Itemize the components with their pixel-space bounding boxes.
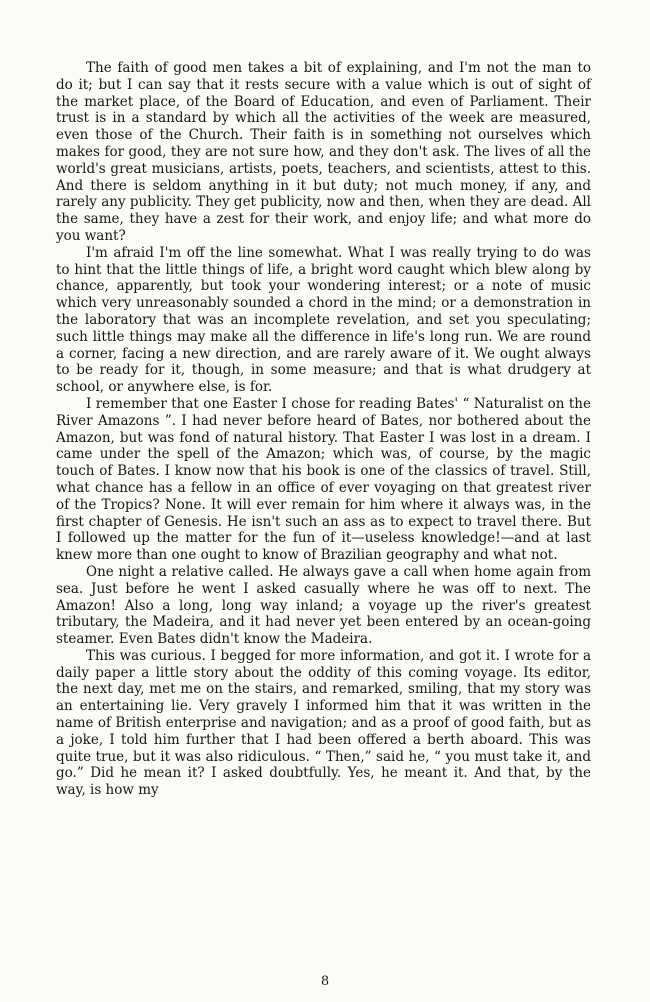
paragraph-off-the-line: I'm afraid I'm off the line somewhat. What I was really trying to do was to hint that the little things of life, a bright word caught which blew along by chance, apparently, but took your wondering interest; or a note of music which very unreasonably sounded a chord in the mind; or a demonstration in the laboratory that was an incomplete revelation, and set you speculating; such little things may make all the difference in life's long run. We are round a corner, facing a new direction, and are rarely aware of it. We ought always to be ready for it, though, in some measure; and that is what drudgery at school, or anywhere else, is for. [56,244,591,396]
page-number: 8 [320,974,330,989]
body-text [56,60,591,799]
paragraph-this-was-curious: This was curious. I begged for more information, and got it. I wrote for a daily paper a little story about the oddity of this coming voyage. Its editor, the next day, met me on the stairs, and remarked, smiling, that my story was an entertaining lie. Very gravely I informed him that it was written in the name of British enterprise and navigation; and as a proof of good faith, but as a joke, I told him further that I had been offered a berth aboard. This was quite true, but it was also ridiculous. “ Then,” said he, “ you must take it, and go.” Did he mean it? I asked doubtfully. Yes, he meant it. And that, by the way, is how my [56,647,591,799]
paragraph-bates-naturalist: I remember that one Easter I chose for reading Bates' “ Naturalist on the River Amazons ”. I had never before heard of Bates, nor bothered about the Amazon, but was fond of natural history. That Easter I was lost in a dream. I came under the spell of the Amazon; which was, of course, by the magic touch of Bates. I know now that his book is one of the classics of travel. Still, what chance has a fellow in an office of ever voyaging on that greatest river of the Tropics? None. It will ever remain for him where it always was, in the first chapter of Genesis. He isn't such an ass as to expect to travel there. But I followed up the matter for the fun of it—useless knowledge!—and at last knew more than one ought to know of Brazilian geography and what not. [56,395,591,564]
paragraph-faith-of-good-men: The faith of good men takes a bit of explaining, and I'm not the man to do it; but I can say that it rests secure with a value which is out of sight of the market place, of the Board of Education, and even of Parliament. Their trust is in a standard by which all the activities of the week are measured, even those of the Church. Their faith is in something not ourselves which makes for good, they are not sure how, and they don't ask. The lives of all the world's great musicians, artists, poets, teachers, and scientists, attest to this. And there is seldom anything in it but duty; not much money, if any, and rarely any publicity. They get publicity, now and then, when they are dead. All the same, they have a zest for their work, and enjoy life; and what more do you want? [56,60,591,244]
paragraph-relative-called: One night a relative called. He always gave a call when home again from sea. Just before he went I asked casually where he was off to next. The Amazon! Also a long, long way inland; a voyage up the river's greatest tributary, the Madeira, and it had never yet been entered by an ocean-going steamer. Even Bates didn't know the Madeira. [56,563,591,648]
